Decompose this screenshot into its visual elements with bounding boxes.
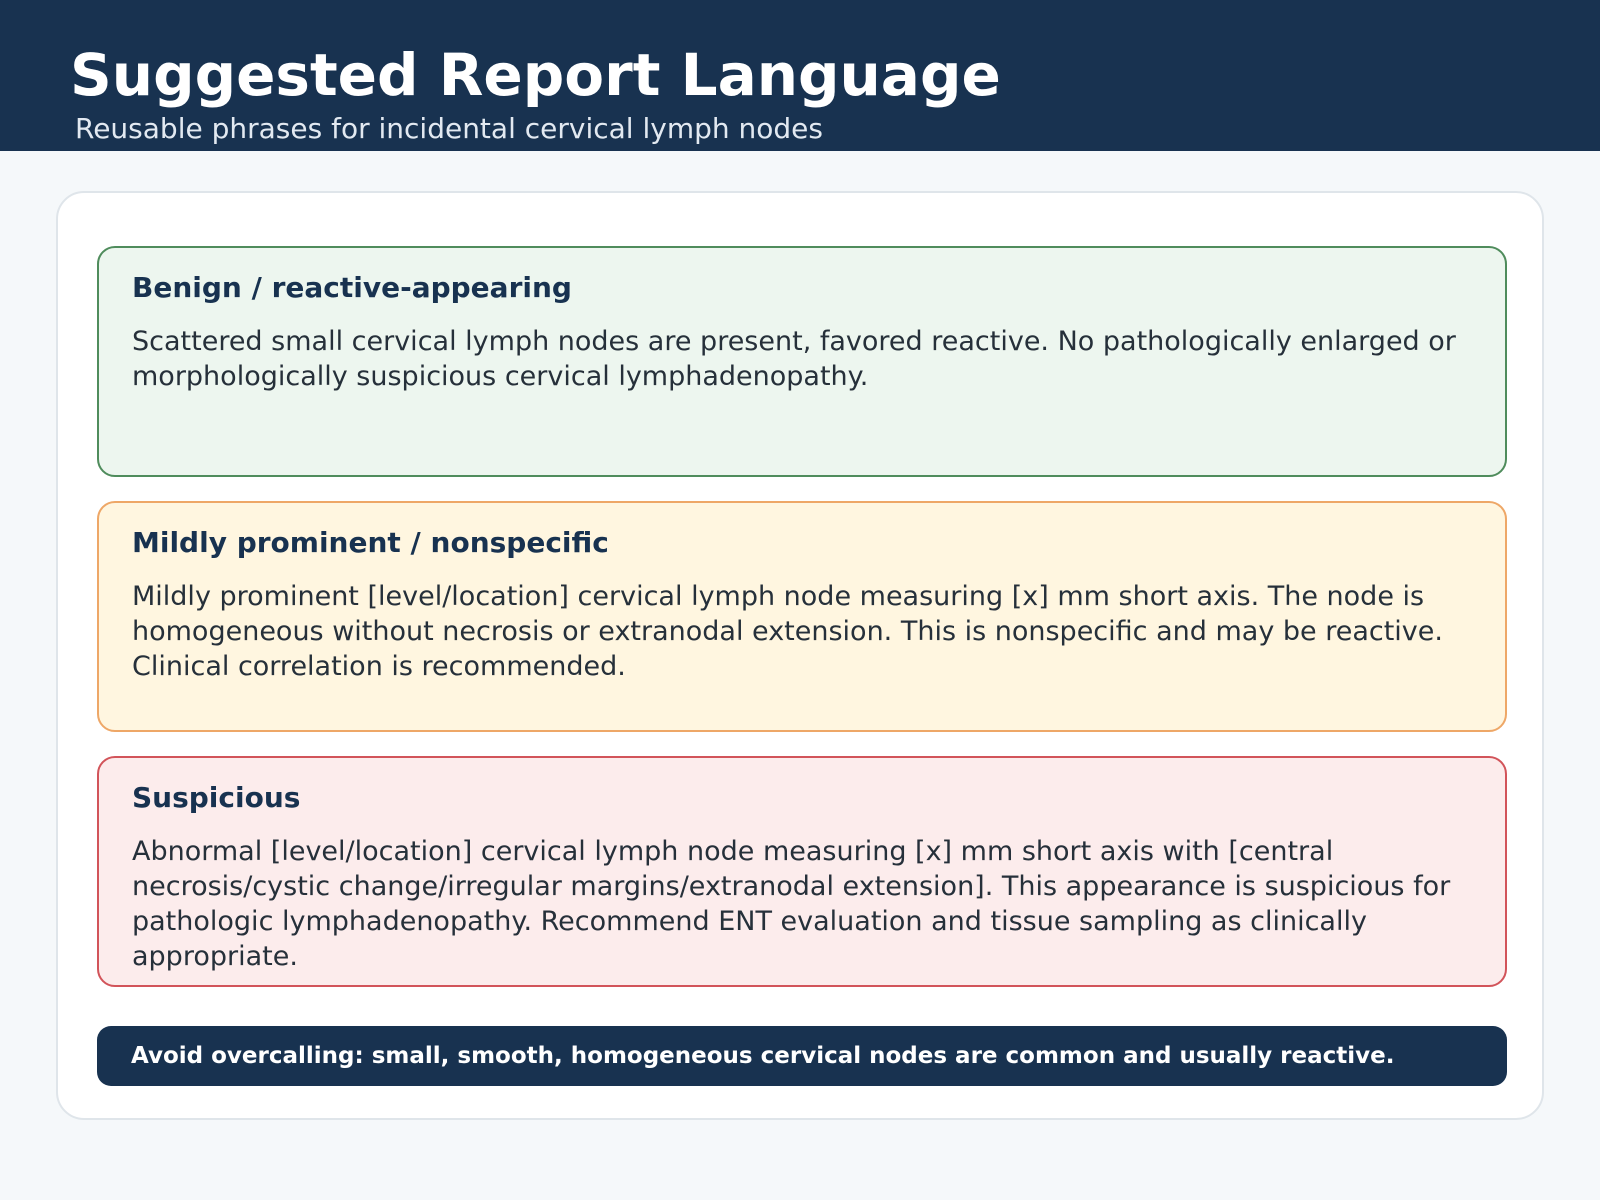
benign-card-text: Scattered small cervical lymph nodes are present, favored reactive. No pathologically enlarged or morphologically suspicious cervical lymphadenopathy. — [132, 326, 1456, 392]
suspicious-phrase-card — [97, 756, 1507, 987]
mildly-prominent-phrase-card — [97, 501, 1507, 732]
overcalling-warning-banner — [97, 1026, 1507, 1086]
mildly-prominent-card-heading: Mildly prominent / nonspecific — [132, 526, 609, 559]
page-header — [0, 0, 1600, 151]
mildly-prominent-card-text: Mildly prominent [level/location] cervical lymph node measuring [x] mm short axis. The node is homogeneous without necrosis or extranodal extension. This is nonspecific and may be reactive. Clinical correlation is recommended. — [132, 581, 1443, 682]
phrases-panel — [56, 191, 1544, 1120]
benign-card-heading: Benign / reactive-appearing — [132, 271, 572, 304]
benign-phrase-card — [97, 246, 1507, 477]
suspicious-card-text: Abnormal [level/location] cervical lymph node measuring [x] mm short axis with [central necrosis/cystic change/irregular margins/extranodal extension]. This appearance is suspicious for pathologic lymphadenopathy. Recommend ENT evaluation and tissue sampling as clinically appropriate. — [132, 836, 1451, 972]
overcalling-warning-text: Avoid overcalling: small, smooth, homogeneous cervical nodes are common and usually reactive. — [131, 1043, 1395, 1069]
page-subtitle: Reusable phrases for incidental cervical lymph nodes — [75, 112, 823, 145]
page-title: Suggested Report Language — [70, 41, 1001, 109]
suspicious-card-heading: Suspicious — [132, 781, 301, 814]
